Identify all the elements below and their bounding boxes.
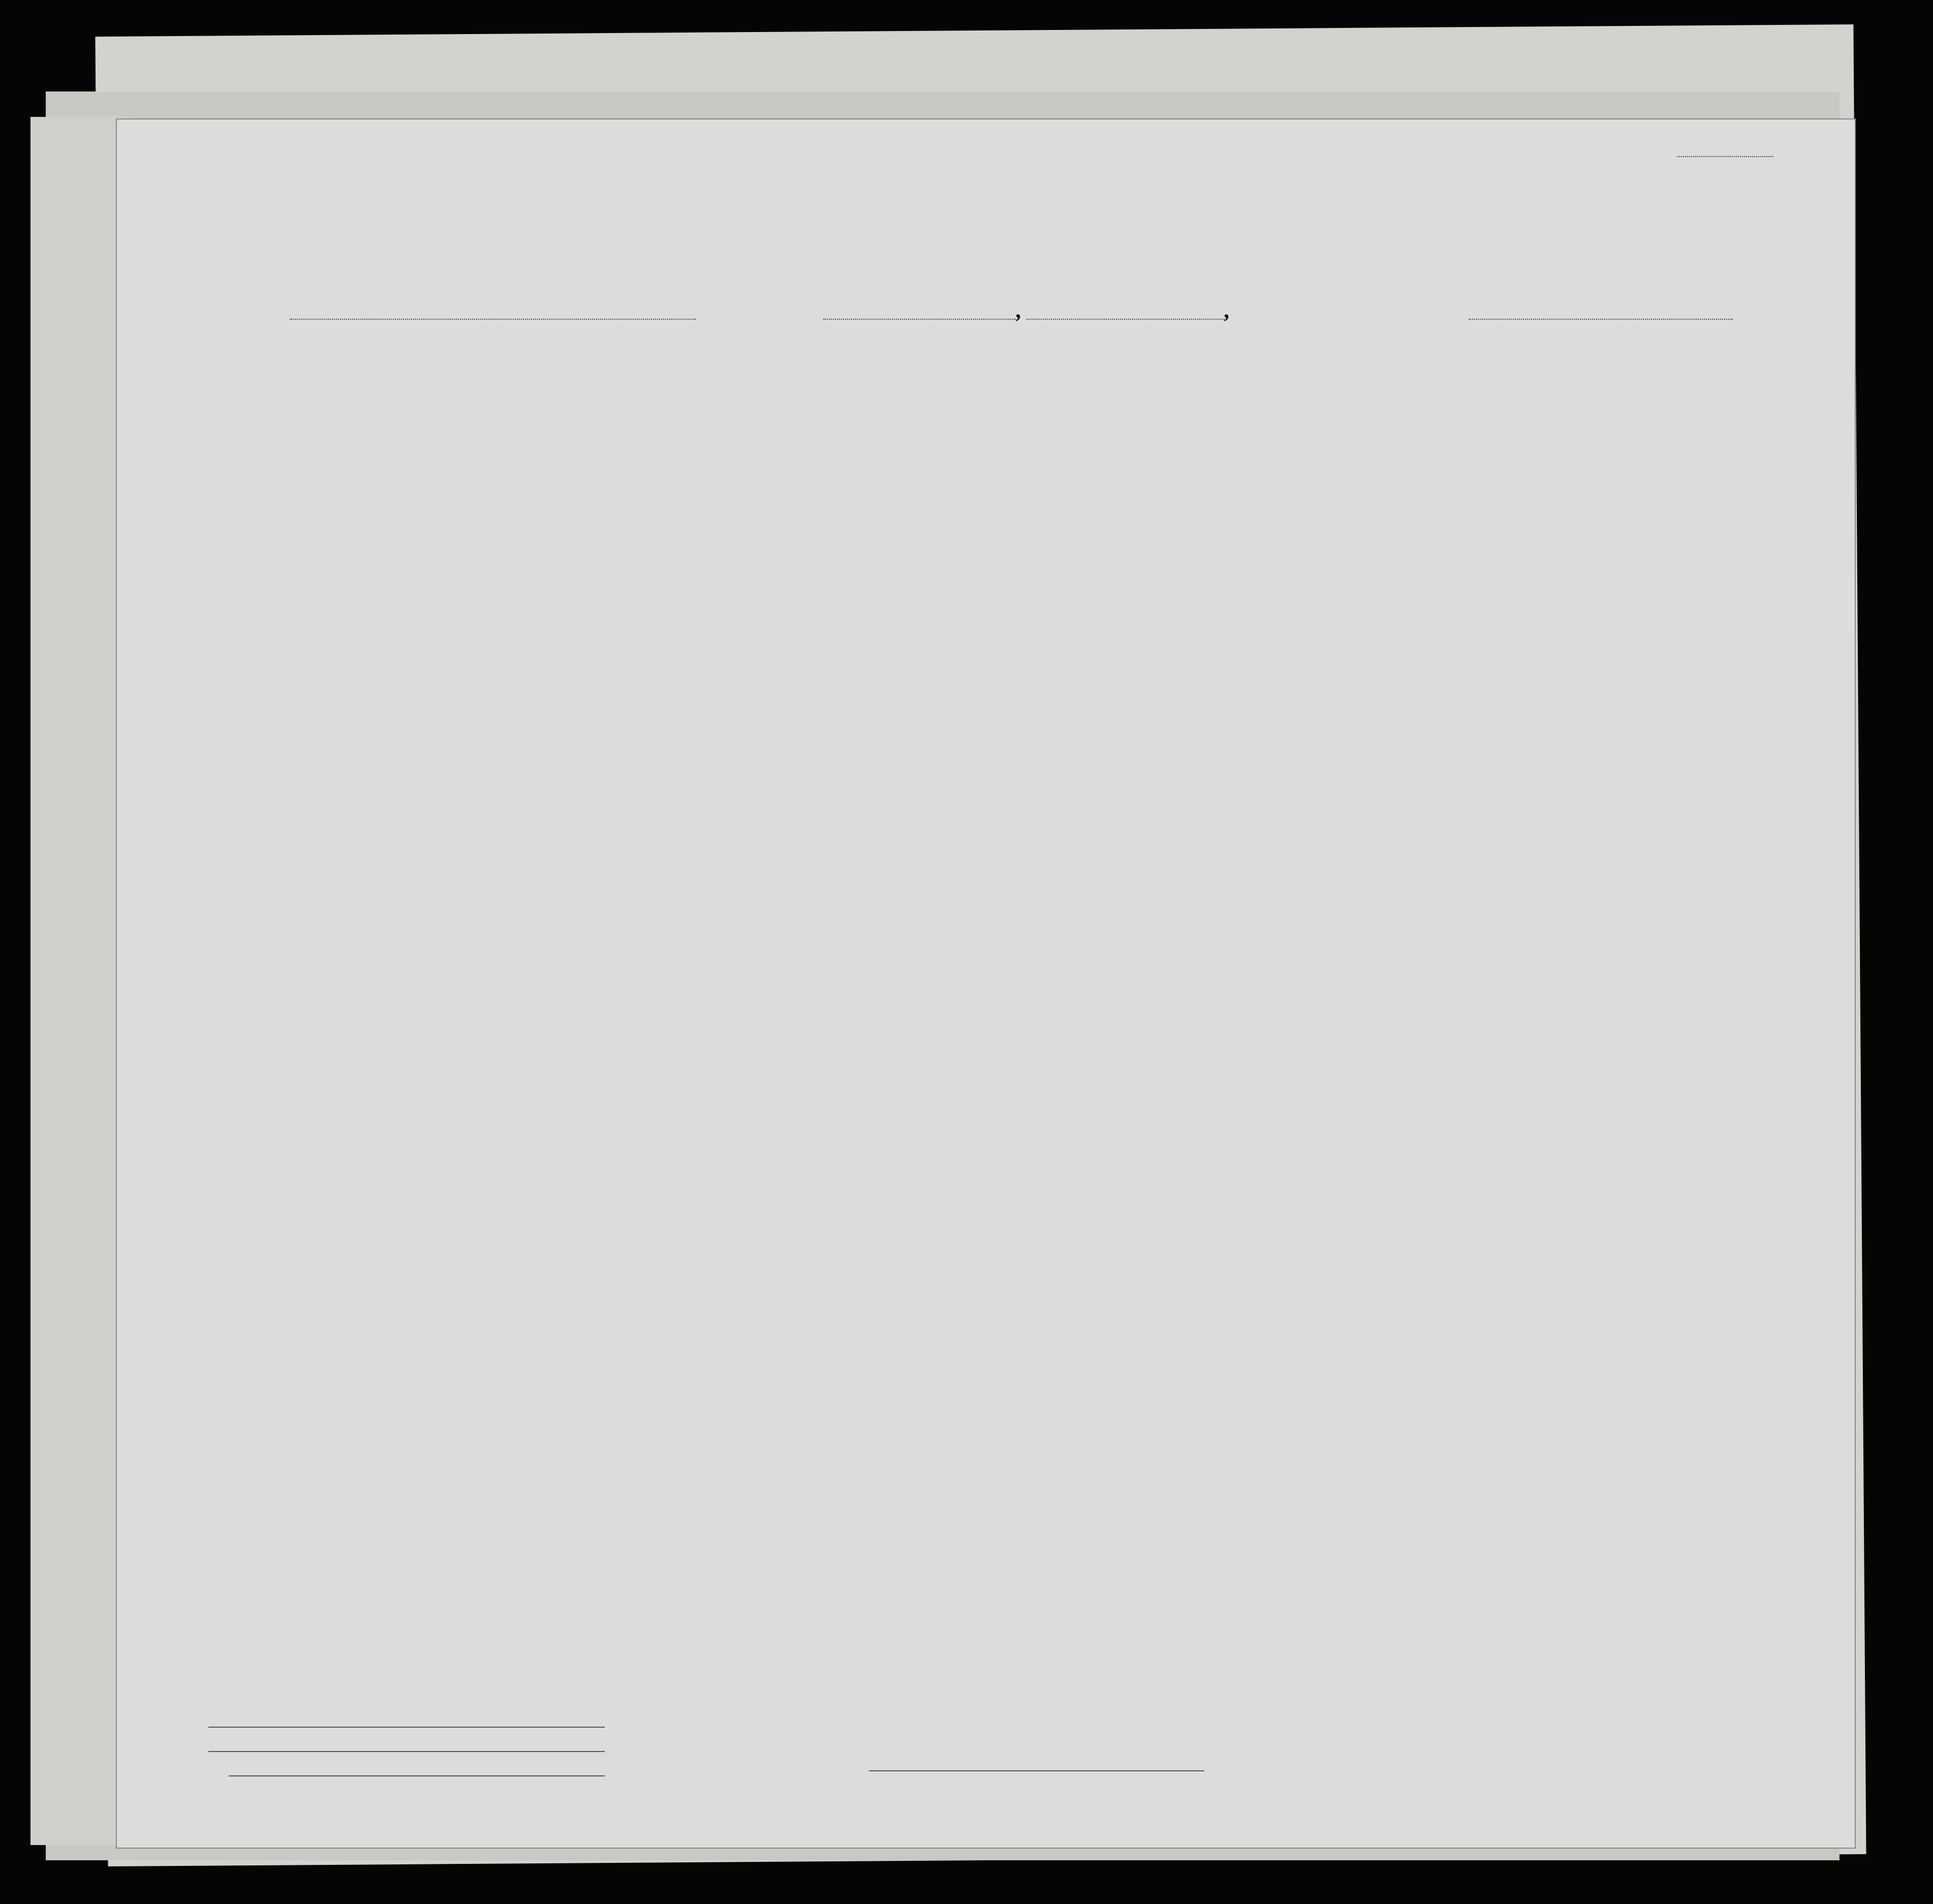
manifest-sheet: [117, 119, 1855, 1848]
comma-separator-2: ,: [1225, 298, 1230, 323]
handwritten-marks: [117, 119, 1855, 1848]
comma-separator: ,: [1016, 298, 1022, 323]
line-rule: [208, 1727, 605, 1728]
owners-rule: [208, 1751, 605, 1752]
agents-rule: [229, 1775, 605, 1776]
inspector-signature-line: [869, 1770, 1204, 1771]
